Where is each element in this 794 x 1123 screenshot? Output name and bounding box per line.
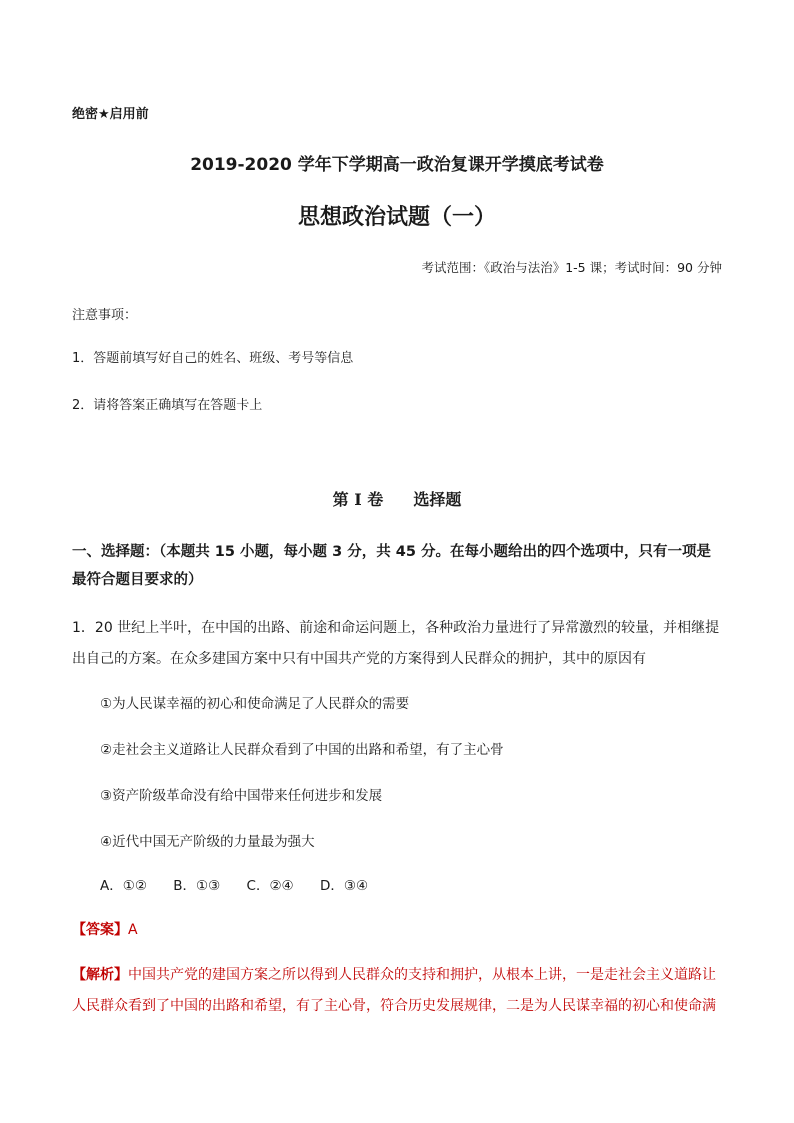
answer-line	[72, 919, 138, 939]
part-instructions: 一、选择题：（本题共 15 小题，每小题 3 分，共 45 分。在每小题给出的四个选项中，只有一项是最符合题目要求的）	[72, 544, 711, 588]
notice-title: 注意事项：	[72, 308, 138, 323]
choice-a: A．①②	[100, 878, 147, 894]
section-volume: 第 I 卷	[332, 490, 384, 509]
section-name: 选择题	[413, 490, 462, 509]
exam-range: 考试范围：《政治与法治》1-5 课；考试时间：90 分钟	[421, 260, 722, 275]
question-stem: 1．20 世纪上半叶，在中国的出路、前途和命运问题上，各种政治力量进行了异常激烈的较量，并相继提出自己的方案。在众多建国方案中只有中国共产党的方案得到人民群众的拥护，其中的原因有	[72, 620, 720, 667]
question-statement: ①为人民谋幸福的初心和使命满足了人民群众的需要	[100, 696, 410, 712]
analysis-body: 中国共产党的建国方案之所以得到人民群众的支持和拥护，从根本上讲，一是走社会主义道路让人民群众看到了中国的出路和希望，有了主心骨，符合历史发展规律，二是为人民谋幸福的初心和使命满	[72, 967, 716, 1014]
answer-value: A	[128, 922, 138, 938]
section-heading	[0, 487, 794, 510]
question-statement: ④近代中国无产阶级的力量最为强大	[100, 834, 315, 850]
analysis-text	[72, 960, 724, 1022]
answer-choices	[100, 874, 390, 894]
choice-c: C．②④	[246, 878, 294, 894]
choice-d: D．③④	[319, 878, 369, 894]
notice-item: 2．请将答案正确填写在答题卡上	[72, 398, 263, 413]
confidential-label: 绝密★启用前	[72, 107, 149, 122]
choice-b: B．①③	[173, 878, 221, 894]
notice-item: 1．答题前填写好自己的姓名、班级、考号等信息	[72, 351, 354, 366]
exam-subtitle: 思想政治试题（一）	[297, 205, 496, 230]
analysis-tag: 【解析】	[72, 967, 128, 983]
answer-tag: 【答案】	[72, 922, 128, 938]
exam-title: 2019-2020 学年下学期高一政治复课开学摸底考试卷	[190, 155, 604, 175]
question-statement: ②走社会主义道路让人民群众看到了中国的出路和希望，有了主心骨	[100, 742, 504, 758]
question-statement: ③资产阶级革命没有给中国带来任何进步和发展	[100, 788, 383, 804]
